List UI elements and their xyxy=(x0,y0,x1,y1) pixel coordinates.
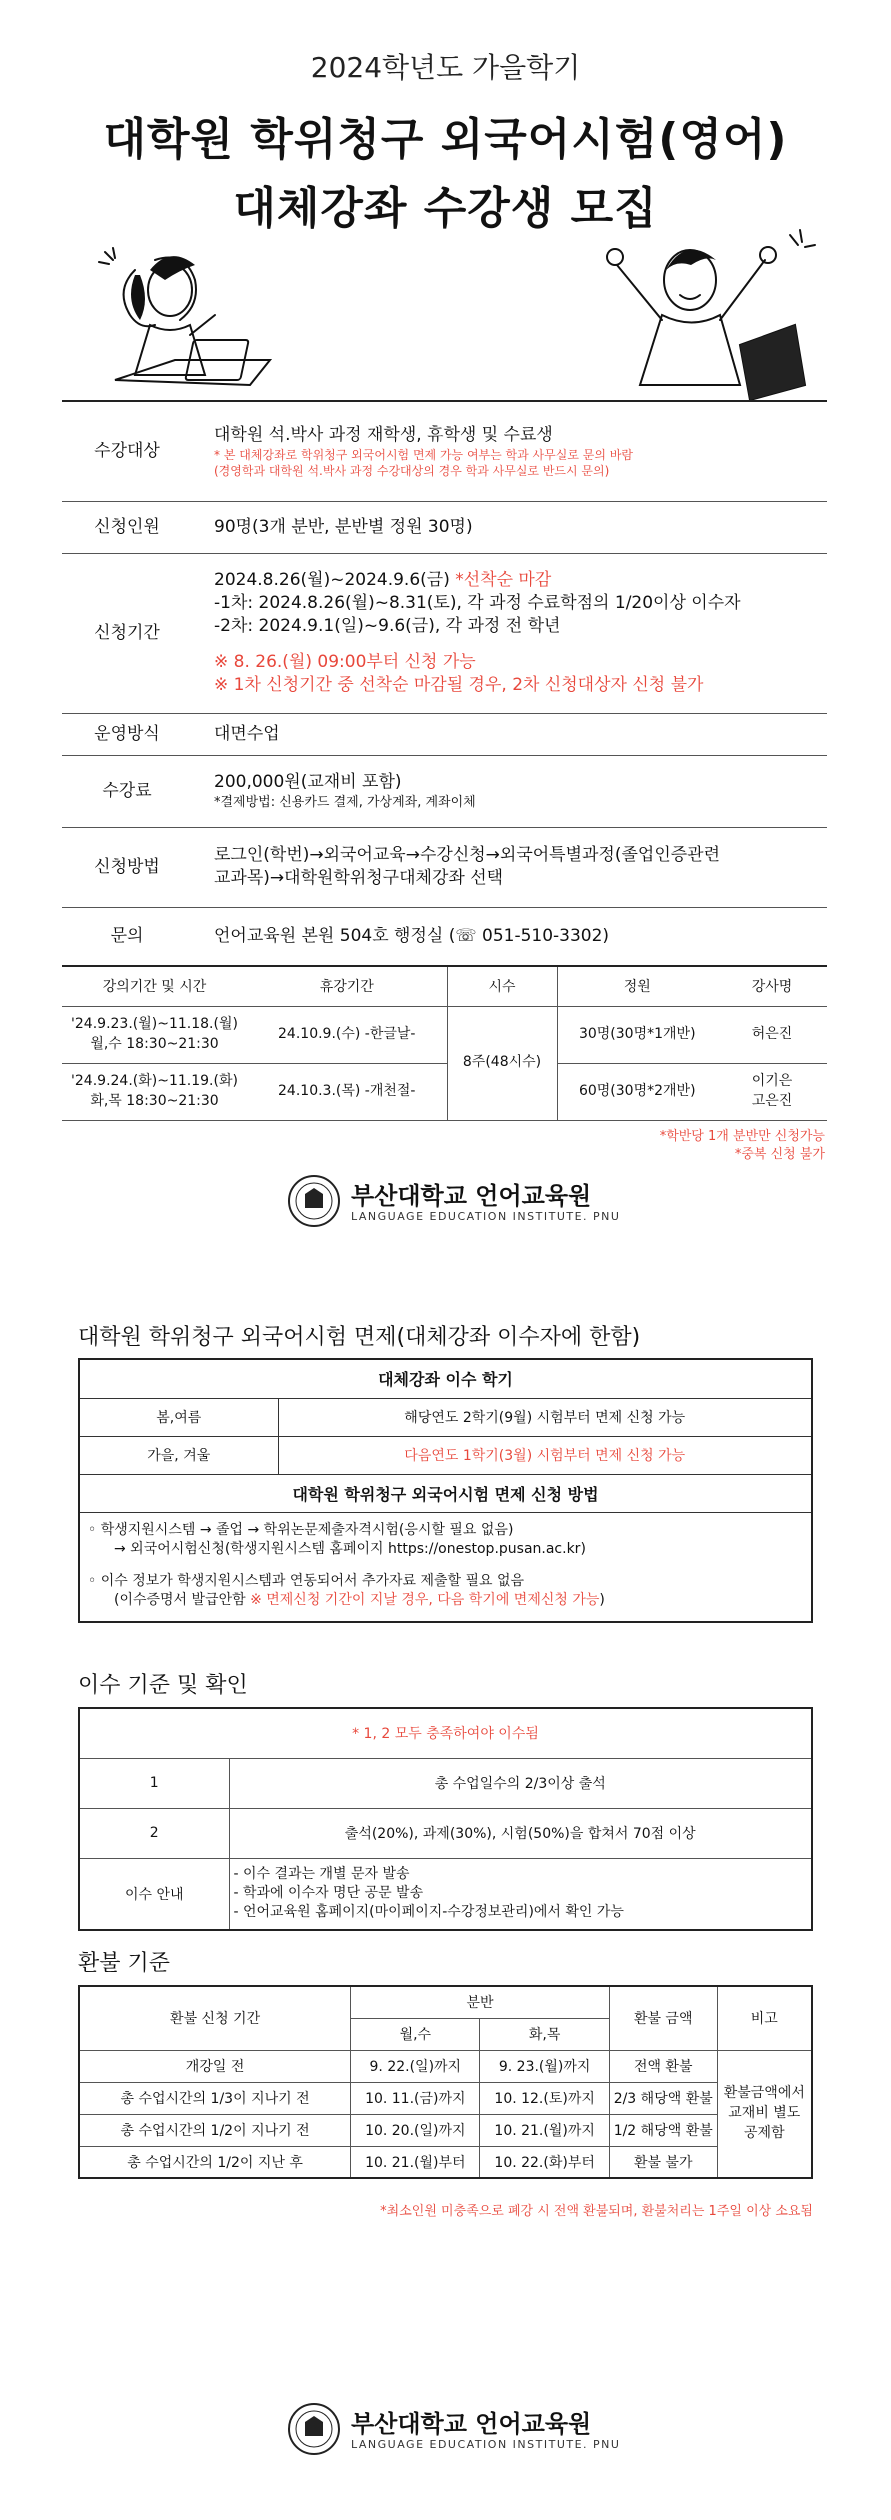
fee-value: 200,000원(교재비 포함) xyxy=(214,771,402,792)
refund-amount: 1/2 해당액 환불 xyxy=(609,2114,717,2146)
refund-tt: 10. 22.(화)부터 xyxy=(480,2146,609,2178)
run-method-label: 운영방식 xyxy=(62,713,192,755)
schedule-capacity: 60명(30명*2개반) xyxy=(557,1063,717,1120)
semester-value: 다음연도 1학기(3월) 시험부터 면제 신청 가능 xyxy=(278,1436,811,1474)
table-row xyxy=(79,1758,812,1808)
period-warning-2: ※ 1차 신청기간 중 선착순 마감될 경우, 2차 신청대상자 신청 불가 xyxy=(214,675,704,696)
guide-line-2: - 학과에 이수자 명단 공문 발송 xyxy=(233,1885,424,1902)
schedule-hours: 8주(48시수) xyxy=(447,1006,557,1120)
table-row xyxy=(79,2114,812,2146)
schedule-break: 24.10.3.(목) -개천절- xyxy=(247,1063,447,1120)
university-seal-icon xyxy=(287,2402,341,2456)
method-2-line2: (이수증명서 발급안함 xyxy=(114,1592,251,1609)
refund-header-amount: 환불 금액 xyxy=(609,1986,717,2050)
institute-name-english: LANGUAGE EDUCATION INSTITUTE. PNU xyxy=(351,1210,621,1223)
table-row xyxy=(62,1063,827,1120)
recruitment-info-table xyxy=(62,400,827,966)
guide-line-1: - 이수 결과는 개별 문자 발송 xyxy=(233,1866,410,1883)
run-method-value: 대면수업 xyxy=(214,723,280,744)
refund-header-mw: 월,수 xyxy=(351,2018,480,2050)
target-value: 대학원 석.박사 과정 재학생, 휴학생 및 수료생 xyxy=(214,424,553,445)
table-row xyxy=(79,1808,812,1858)
period-round-1: -1차: 2024.8.26(월)~8.31(토), 각 과정 수료학점의 1/20이상 이수자 xyxy=(214,592,741,613)
criteria-section-title: 이수 기준 및 확인 xyxy=(78,1673,248,1698)
table-row xyxy=(79,2082,812,2114)
table-row xyxy=(80,1398,811,1436)
refund-amount: 환불 불가 xyxy=(609,2146,717,2178)
refund-header-tt: 화,목 xyxy=(480,2018,609,2050)
schedule-teacher-2: 고은진 xyxy=(751,1092,793,1109)
table-row xyxy=(79,1858,812,1930)
schedule-header-period: 강의기간 및 시간 xyxy=(62,966,247,1006)
schedule-period-time: 월,수 18:30~21:30 xyxy=(90,1035,219,1052)
exemption-section-title: 대학원 학위청구 외국어시험 면제(대체강좌 이수자에 한함) xyxy=(78,1325,641,1350)
criteria-value: 출석(20%), 과제(30%), 시험(50%)을 합쳐서 70점 이상 xyxy=(229,1808,812,1858)
semester-label: 가을, 겨울 xyxy=(80,1436,278,1474)
criteria-number: 1 xyxy=(79,1758,229,1808)
schedule-header-hours: 시수 xyxy=(447,966,557,1006)
semester-value: 해당연도 2학기(9월) 시험부터 면제 신청 가능 xyxy=(278,1398,811,1436)
schedule-teacher: 허은진 xyxy=(717,1006,827,1063)
period-main: 2024.8.26(월)~2024.9.6(금) xyxy=(214,569,450,590)
method-1-line1: ◦ 학생지원시스템 → 졸업 → 학위논문제출자격시험(응시할 필요 없음) xyxy=(88,1521,514,1538)
refund-footnote: *최소인원 미충족으로 폐강 시 전액 환불되며, 환불처리는 1주일 이상 소요됨 xyxy=(380,2204,813,2219)
exemption-box xyxy=(78,1358,813,1623)
semester-subtitle: 2024학년도 가을학기 xyxy=(310,51,581,84)
schedule-note-2: *중복 신청 불가 xyxy=(734,1147,825,1163)
page-title-line1: 대학원 학위청구 외국어시험(영어) xyxy=(103,114,788,165)
refund-tt: 10. 12.(토)까지 xyxy=(480,2082,609,2114)
apply-path-line2: 교과목)→대학원학위청구대체강좌 선택 xyxy=(214,868,504,888)
exemption-box-header: 대체강좌 이수 학기 xyxy=(80,1360,811,1398)
refund-mw: 10. 11.(금)까지 xyxy=(351,2082,480,2114)
guide-line-3: - 언어교육원 홈페이지(마이페이지-수강정보관리)에서 확인 가능 xyxy=(233,1904,624,1921)
method-2-warning: ※ 면제신청 기간이 지날 경우, 다음 학기에 면제신청 가능 xyxy=(250,1592,600,1609)
exemption-method-header: 대학원 학위청구 외국어시험 면제 신청 방법 xyxy=(80,1474,811,1512)
institute-logo-bottom xyxy=(0,2400,891,2460)
refund-period: 총 수업시간의 1/3이 지나기 전 xyxy=(79,2082,351,2114)
refund-note-cell: 환불금액에서 교재비 별도 공제함 xyxy=(717,2050,812,2178)
refund-period: 개강일 전 xyxy=(79,2050,351,2082)
refund-table xyxy=(78,1985,813,2179)
method-1-line2: → 외국어시험신청(학생지원시스템 홈페이지 https://onestop.pusan.ac.kr) xyxy=(114,1541,586,1558)
capacity-label: 신청인원 xyxy=(62,501,192,553)
period-label: 신청기간 xyxy=(62,553,192,713)
table-row xyxy=(80,1436,811,1474)
refund-mw: 9. 22.(일)까지 xyxy=(351,2050,480,2082)
target-label: 수강대상 xyxy=(62,401,192,501)
refund-header-note: 비고 xyxy=(717,1986,812,2050)
criteria-header: * 1, 2 모두 충족하여야 이수됨 xyxy=(79,1708,812,1758)
refund-period: 총 수업시간의 1/2이 지나기 전 xyxy=(79,2114,351,2146)
refund-mw: 10. 21.(월)부터 xyxy=(351,2146,480,2178)
refund-amount: 전액 환불 xyxy=(609,2050,717,2082)
period-first-come-note: *선착순 마감 xyxy=(449,569,552,590)
period-round-2: -2차: 2024.9.1(일)~9.6(금), 각 과정 전 학년 xyxy=(214,615,561,636)
refund-mw: 10. 20.(일)까지 xyxy=(351,2114,480,2146)
target-note-1: * 본 대체강좌로 학위청구 외국어시험 면제 가능 여부는 학과 사무실로 문의 바람 xyxy=(214,447,633,462)
refund-period: 총 수업시간의 1/2이 지난 후 xyxy=(79,2146,351,2178)
guide-label: 이수 안내 xyxy=(79,1858,229,1930)
semester-label: 봄,여름 xyxy=(80,1398,278,1436)
institute-name: 부산대학교 언어교육원 xyxy=(351,1182,592,1210)
apply-path-line1: 로그인(학번)→외국어교육→수강신청→외국어특별과정(졸업인증관련 xyxy=(214,845,721,866)
excited-man-illustration xyxy=(590,225,820,400)
period-warning-1: ※ 8. 26.(월) 09:00부터 신청 가능 xyxy=(214,652,476,673)
table-row xyxy=(79,2050,812,2082)
institute-name-english: LANGUAGE EDUCATION INSTITUTE. PNU xyxy=(351,2438,621,2451)
contact-value: 언어교육원 본원 504호 행정실 (☏ 051-510-3302) xyxy=(214,925,610,946)
target-note-2: (경영학과 대학원 석.박사 과정 수강대상의 경우 학과 사무실로 반드시 문의) xyxy=(214,463,610,478)
studying-woman-illustration xyxy=(95,240,285,400)
criteria-table xyxy=(78,1707,813,1931)
refund-header-class: 분반 xyxy=(351,1986,610,2018)
criteria-value: 총 수업일수의 2/3이상 출석 xyxy=(229,1758,812,1808)
method-2-line1: ◦ 이수 정보가 학생지원시스템과 연동되어서 추가자료 제출할 필요 없음 xyxy=(88,1572,525,1589)
schedule-teacher: 이기은 xyxy=(751,1072,793,1089)
criteria-number: 2 xyxy=(79,1808,229,1858)
class-schedule-table xyxy=(62,965,827,1121)
refund-amount: 2/3 해당액 환불 xyxy=(609,2082,717,2114)
contact-label: 문의 xyxy=(62,907,192,965)
schedule-period-date: '24.9.23.(월)~11.18.(월) xyxy=(71,1015,238,1032)
capacity-value: 90명(3개 분반, 분반별 정원 30명) xyxy=(214,516,473,537)
refund-tt: 10. 21.(월)까지 xyxy=(480,2114,609,2146)
schedule-header-break: 휴강기간 xyxy=(247,966,447,1006)
fee-label: 수강료 xyxy=(62,755,192,827)
institute-name: 부산대학교 언어교육원 xyxy=(351,2410,592,2438)
refund-section-title: 환불 기준 xyxy=(78,1951,171,1976)
schedule-period-date: '24.9.24.(화)~11.19.(화) xyxy=(71,1072,238,1089)
fee-payment-note: *결제방법: 신용카드 결제, 가상계좌, 계좌이체 xyxy=(214,794,476,810)
method-2-close: ) xyxy=(599,1592,605,1609)
schedule-note-1: *학반당 1개 분반만 신청가능 xyxy=(659,1129,825,1144)
institute-logo-top xyxy=(0,1172,891,1232)
schedule-header-capacity: 정원 xyxy=(557,966,717,1006)
table-row xyxy=(62,1006,827,1063)
schedule-capacity: 30명(30명*1개반) xyxy=(557,1006,717,1063)
apply-label: 신청방법 xyxy=(62,827,192,907)
schedule-header-teacher: 강사명 xyxy=(717,966,827,1006)
page-title-line2: 대체강좌 수강생 모집 xyxy=(233,183,658,234)
schedule-notes xyxy=(560,1128,825,1164)
schedule-break: 24.10.9.(수) -한글날- xyxy=(247,1006,447,1063)
refund-header-period: 환불 신청 기간 xyxy=(79,1986,351,2050)
refund-tt: 9. 23.(월)까지 xyxy=(480,2050,609,2082)
schedule-period-time: 화,목 18:30~21:30 xyxy=(90,1092,219,1109)
university-seal-icon xyxy=(287,1174,341,1228)
table-row xyxy=(79,2146,812,2178)
